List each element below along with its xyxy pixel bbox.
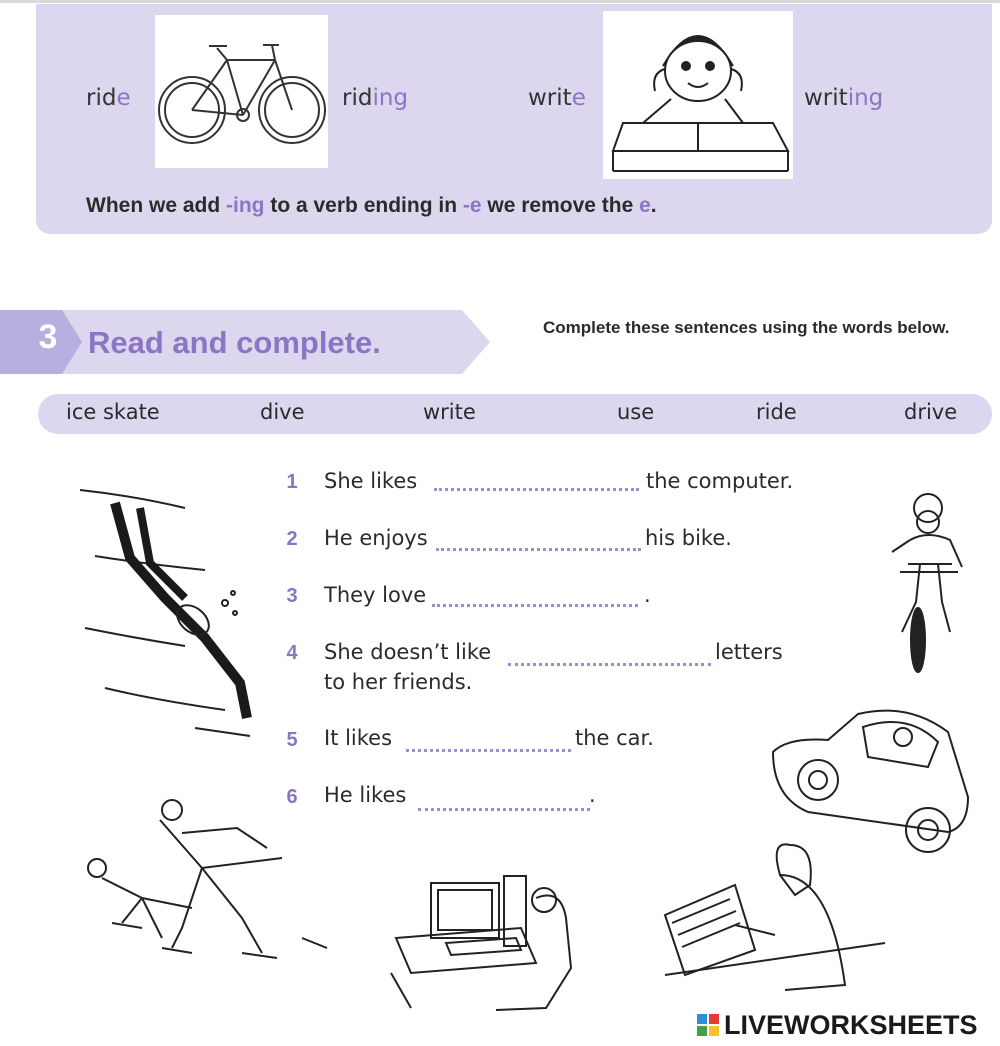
sentence-text: She doesn’t like [324,640,492,664]
answer-blank-4[interactable] [508,663,711,666]
answer-blank-1[interactable] [434,488,639,491]
computer-user-icon [386,858,581,1016]
sentence-text: . [589,783,596,807]
word-riding: riding [342,85,409,111]
section-number: 3 [38,318,58,356]
answer-blank-3[interactable] [432,604,638,607]
sentence-number: 1 [286,471,298,493]
word-writing: writing [804,85,884,111]
word-write: write [528,85,586,111]
sentence-number: 3 [286,585,298,607]
word-bank-item: ride [756,400,797,424]
word-bank-item: write [423,400,476,424]
sentence-number: 2 [286,528,298,550]
word-bank-item: ice skate [66,400,160,424]
sentence-text: letters [715,640,783,664]
liveworksheets-logo-icon [697,1014,719,1036]
sentence-text: . [644,583,651,607]
cyclist-icon [880,492,972,677]
sentence-number: 5 [286,729,298,751]
rule-sentence: When we add -ing to a verb ending in -e we remove the e. [86,194,657,217]
ice-skaters-icon [82,798,337,973]
sentence-text: his bike. [645,526,732,550]
sentence-number: 6 [286,786,298,808]
sentence-text: She likes [324,469,418,493]
sentence-text: They love [324,583,427,607]
liveworksheets-logo: LIVEWORKSHEETS [724,1010,978,1040]
section-title: Read and complete. [88,325,381,360]
sentence-number: 4 [286,642,298,664]
word-bank-item: drive [904,400,958,424]
answer-blank-6[interactable] [418,808,590,811]
girl-writing-letter-icon [660,835,888,995]
word-bank-item: dive [260,400,305,424]
word-bank-item: use [617,400,655,424]
word-bank [38,394,992,434]
sentence-text: He enjoys [324,526,428,550]
sentence-text: It likes [324,726,393,750]
sentence-text: the computer. [646,469,794,493]
diver-icon [75,478,265,743]
bicycle-icon [155,15,328,168]
sentence-text: the car. [575,726,654,750]
answer-blank-5[interactable] [406,749,571,752]
answer-blank-2[interactable] [436,548,641,551]
sentence-text: He likes [324,783,407,807]
sentence-text: to her friends. [324,670,473,694]
girl-writing-icon [603,11,793,179]
word-ride: ride [86,85,131,111]
top-border [0,0,1000,3]
section-instruction: Complete these sentences using the words below. [543,318,950,337]
